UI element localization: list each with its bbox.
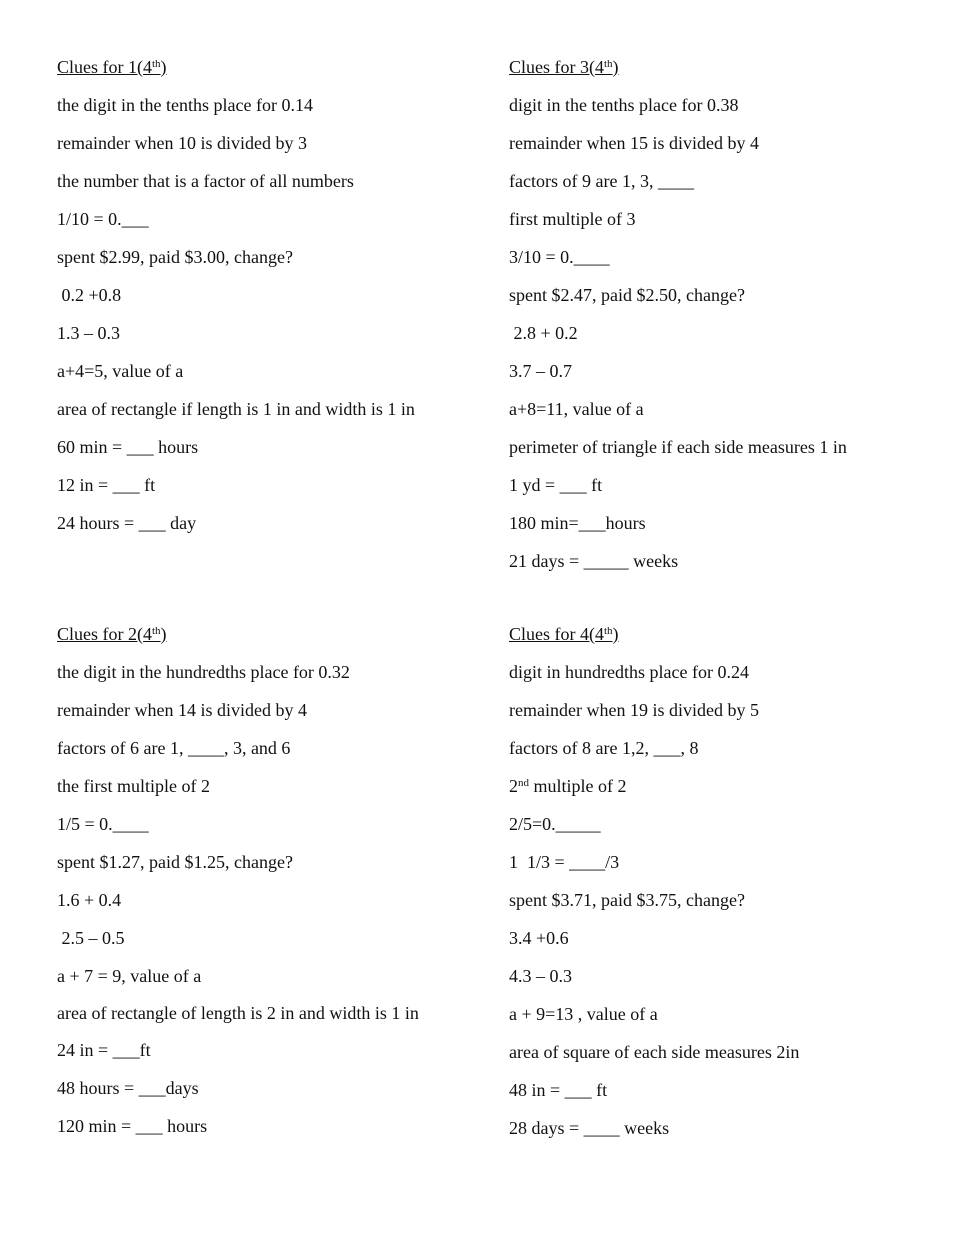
clue-item: 1/10 = 0.___: [57, 209, 149, 229]
clue-block-1: [57, 56, 477, 550]
clue-item: factors of 8 are 1,2, ___, 8: [509, 738, 699, 758]
clue-item: the first multiple of 2: [57, 776, 210, 796]
clue-item: 1 yd = ___ ft: [509, 475, 603, 495]
clue-item: the number that is a factor of all numbers: [57, 171, 354, 191]
clue-item: digit in the tenths place for 0.38: [509, 95, 739, 115]
clue-list: [509, 94, 909, 572]
clue-item: factors of 9 are 1, 3, ____: [509, 171, 694, 191]
clue-item: first multiple of 3: [509, 209, 636, 229]
clue-item: 3.4 +0.6: [509, 928, 569, 948]
clue-block-4: [509, 623, 909, 1155]
clue-item: 1 1/3 = ____/3: [509, 852, 620, 872]
clue-item: 1.3 – 0.3: [57, 323, 120, 343]
clue-item: remainder when 14 is divided by 4: [57, 700, 307, 720]
clue-item: remainder when 10 is divided by 3: [57, 133, 307, 153]
clue-block-2: [57, 623, 477, 1153]
clue-item: 24 in = ___ft: [57, 1040, 151, 1060]
clue-block-3: [509, 56, 909, 588]
clue-item: 120 min = ___ hours: [57, 1116, 208, 1136]
clue-item: 2/5=0._____: [509, 814, 601, 834]
clue-item: 3/10 = 0.____: [509, 247, 610, 267]
clue-item: perimeter of triangle if each side measures 1 in: [509, 437, 847, 457]
clue-item: spent $3.71, paid $3.75, change?: [509, 890, 745, 910]
clue-item: area of square of each side measures 2in: [509, 1042, 800, 1062]
clue-item: 2.5 – 0.5: [57, 928, 125, 948]
clue-list: [57, 94, 477, 534]
clue-block-heading: Clues for 2(4th): [57, 624, 167, 644]
clue-list: [509, 661, 909, 1139]
clue-block-heading: Clues for 3(4th): [509, 57, 619, 77]
clue-item: digit in hundredths place for 0.24: [509, 662, 749, 682]
clue-block-heading: Clues for 1(4th): [57, 57, 167, 77]
clue-item: spent $2.47, paid $2.50, change?: [509, 285, 745, 305]
clue-item: remainder when 19 is divided by 5: [509, 700, 759, 720]
clue-item: 180 min=___hours: [509, 513, 646, 533]
clue-item: the digit in the hundredths place for 0.32: [57, 662, 350, 682]
clue-item: 3.7 – 0.7: [509, 361, 572, 381]
clue-item: area of rectangle of length is 2 in and width is 1 in: [57, 1003, 419, 1023]
clue-item: 48 in = ___ ft: [509, 1080, 608, 1100]
clue-item: a + 7 = 9, value of a: [57, 966, 202, 986]
clue-item: a + 9=13 , value of a: [509, 1004, 658, 1024]
clue-item: 2.8 + 0.2: [509, 323, 578, 343]
clue-item: a+8=11, value of a: [509, 399, 644, 419]
clue-item: a+4=5, value of a: [57, 361, 184, 381]
clue-list: [57, 661, 477, 1137]
clue-item: remainder when 15 is divided by 4: [509, 133, 759, 153]
clue-item: 1.6 + 0.4: [57, 890, 122, 910]
clue-item: 0.2 +0.8: [57, 285, 122, 305]
clue-block-heading: Clues for 4(4th): [509, 624, 619, 644]
clue-item: 12 in = ___ ft: [57, 475, 156, 495]
clue-item: 48 hours = ___days: [57, 1078, 199, 1098]
clue-item: area of rectangle if length is 1 in and width is 1 in: [57, 399, 415, 419]
clue-item: 60 min = ___ hours: [57, 437, 199, 457]
clue-item: 24 hours = ___ day: [57, 513, 197, 533]
clue-item: 2nd multiple of 2: [509, 776, 627, 796]
clue-item: factors of 6 are 1, ____, 3, and 6: [57, 738, 291, 758]
clue-item: 4.3 – 0.3: [509, 966, 572, 986]
clue-item: 21 days = _____ weeks: [509, 551, 679, 571]
clue-item: 28 days = ____ weeks: [509, 1118, 670, 1138]
clue-item: 1/5 = 0.____: [57, 814, 149, 834]
clue-item: the digit in the tenths place for 0.14: [57, 95, 313, 115]
clue-item: spent $1.27, paid $1.25, change?: [57, 852, 293, 872]
clue-item: spent $2.99, paid $3.00, change?: [57, 247, 293, 267]
